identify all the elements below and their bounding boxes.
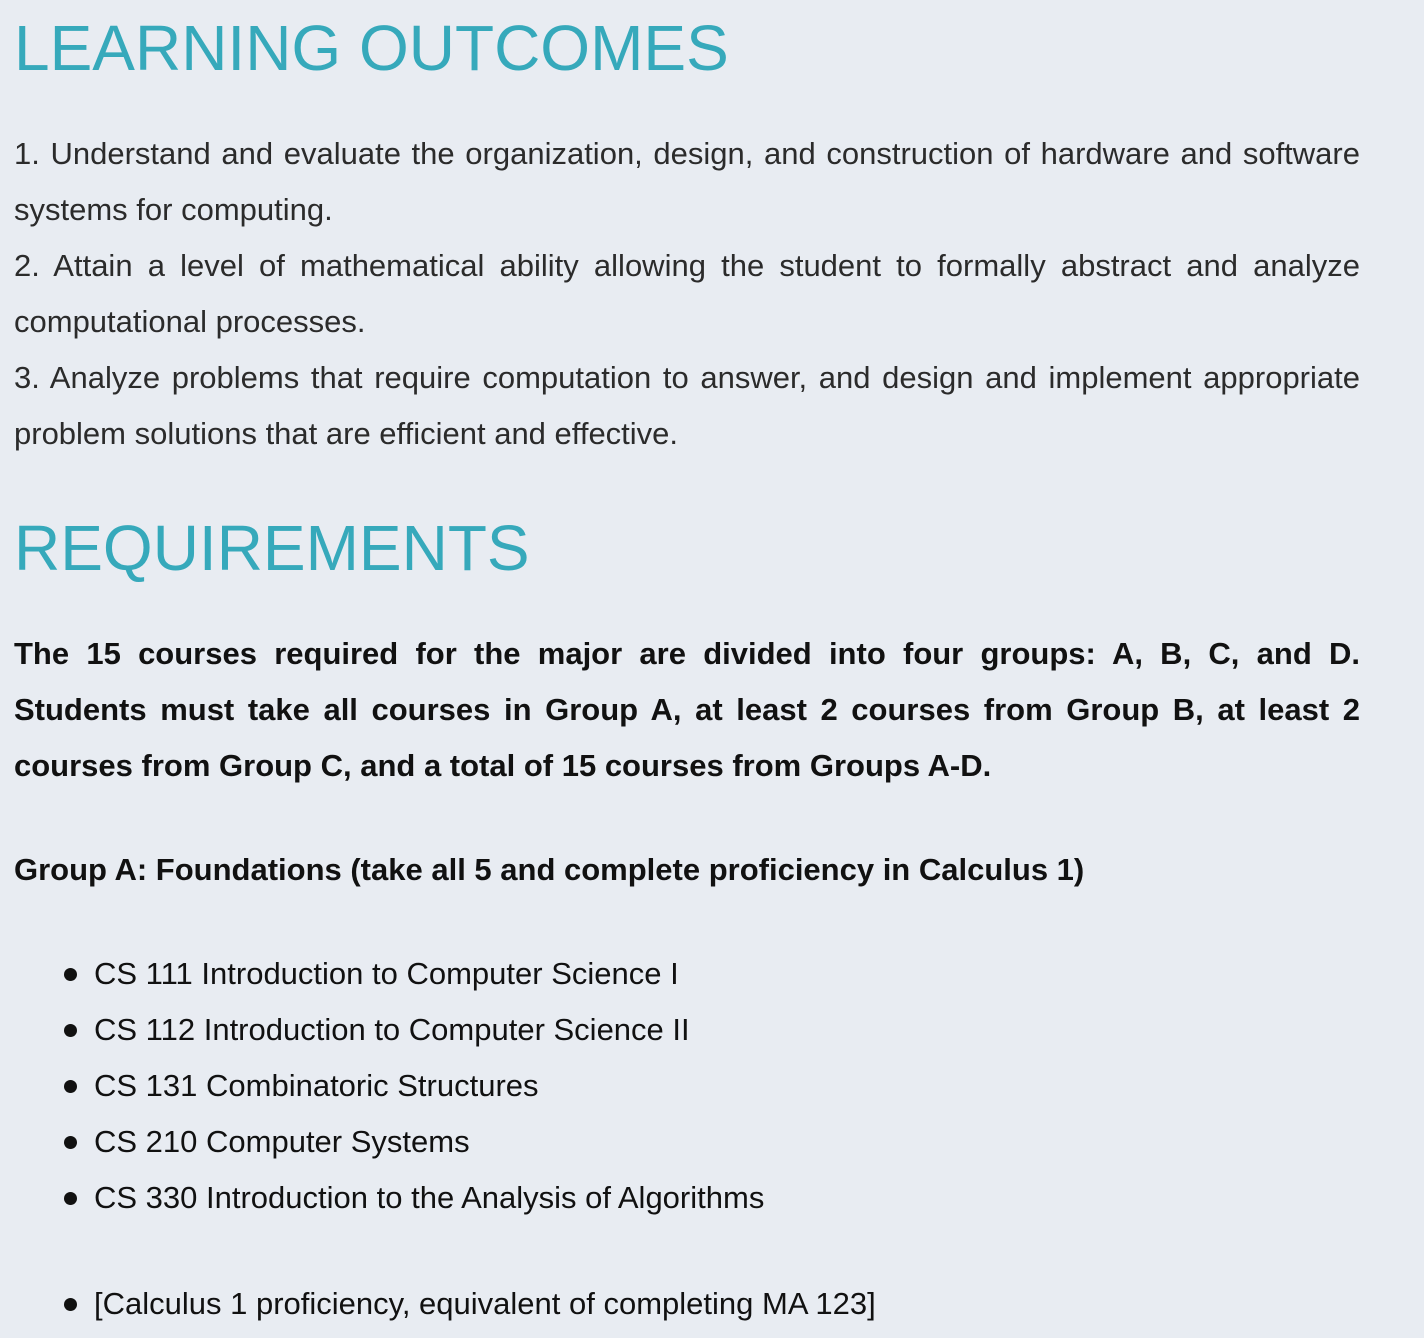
bullet-icon — [64, 1080, 77, 1093]
course-label: CS 131 Combinatoric Structures — [94, 1068, 539, 1103]
group-a-extra-list — [14, 1276, 876, 1332]
list-item — [14, 1058, 764, 1114]
group-a-heading: Group A: Foundations (take all 5 and complete proficiency in Calculus 1) — [14, 852, 1085, 887]
list-item — [14, 1170, 764, 1226]
bullet-icon — [64, 1192, 77, 1205]
learning-outcome-item: 3. Analyze problems that require computation to answer, and design and implement appropriate problem solutions that are efficient and effective. — [14, 360, 1360, 451]
list-item — [14, 946, 764, 1002]
requirements-heading: REQUIREMENTS — [14, 512, 530, 584]
course-label: CS 112 Introduction to Computer Science II — [94, 1012, 690, 1047]
learning-outcome-item: 2. Attain a level of mathematical ability allowing the student to formally abstract and analyze computational processes. — [14, 248, 1360, 339]
list-item — [14, 1114, 764, 1170]
bullet-icon — [64, 1024, 77, 1037]
bullet-icon — [64, 1136, 77, 1149]
learning-outcome-item: 1. Understand and evaluate the organization, design, and construction of hardware and software systems for computing. — [14, 136, 1360, 227]
bullet-icon — [64, 1298, 77, 1311]
list-item — [14, 1002, 764, 1058]
requirements-intro: The 15 courses required for the major are divided into four groups: A, B, C, and D. Students must take all courses in Group A, at least 2 courses from Group B, at least 2 courses from Group C, and a total of 15 courses from Groups A-D. — [14, 636, 1360, 783]
learning-outcomes-heading: LEARNING OUTCOMES — [14, 12, 729, 84]
group-a-course-list — [14, 946, 764, 1226]
calculus-proficiency-label: [Calculus 1 proficiency, equivalent of completing MA 123] — [94, 1286, 876, 1321]
learning-outcomes-list — [14, 126, 1360, 462]
course-label: CS 330 Introduction to the Analysis of Algorithms — [94, 1180, 765, 1215]
course-label: CS 111 Introduction to Computer Science I — [94, 956, 679, 991]
list-item — [14, 1276, 876, 1332]
course-label: CS 210 Computer Systems — [94, 1124, 470, 1159]
bullet-icon — [64, 968, 77, 981]
